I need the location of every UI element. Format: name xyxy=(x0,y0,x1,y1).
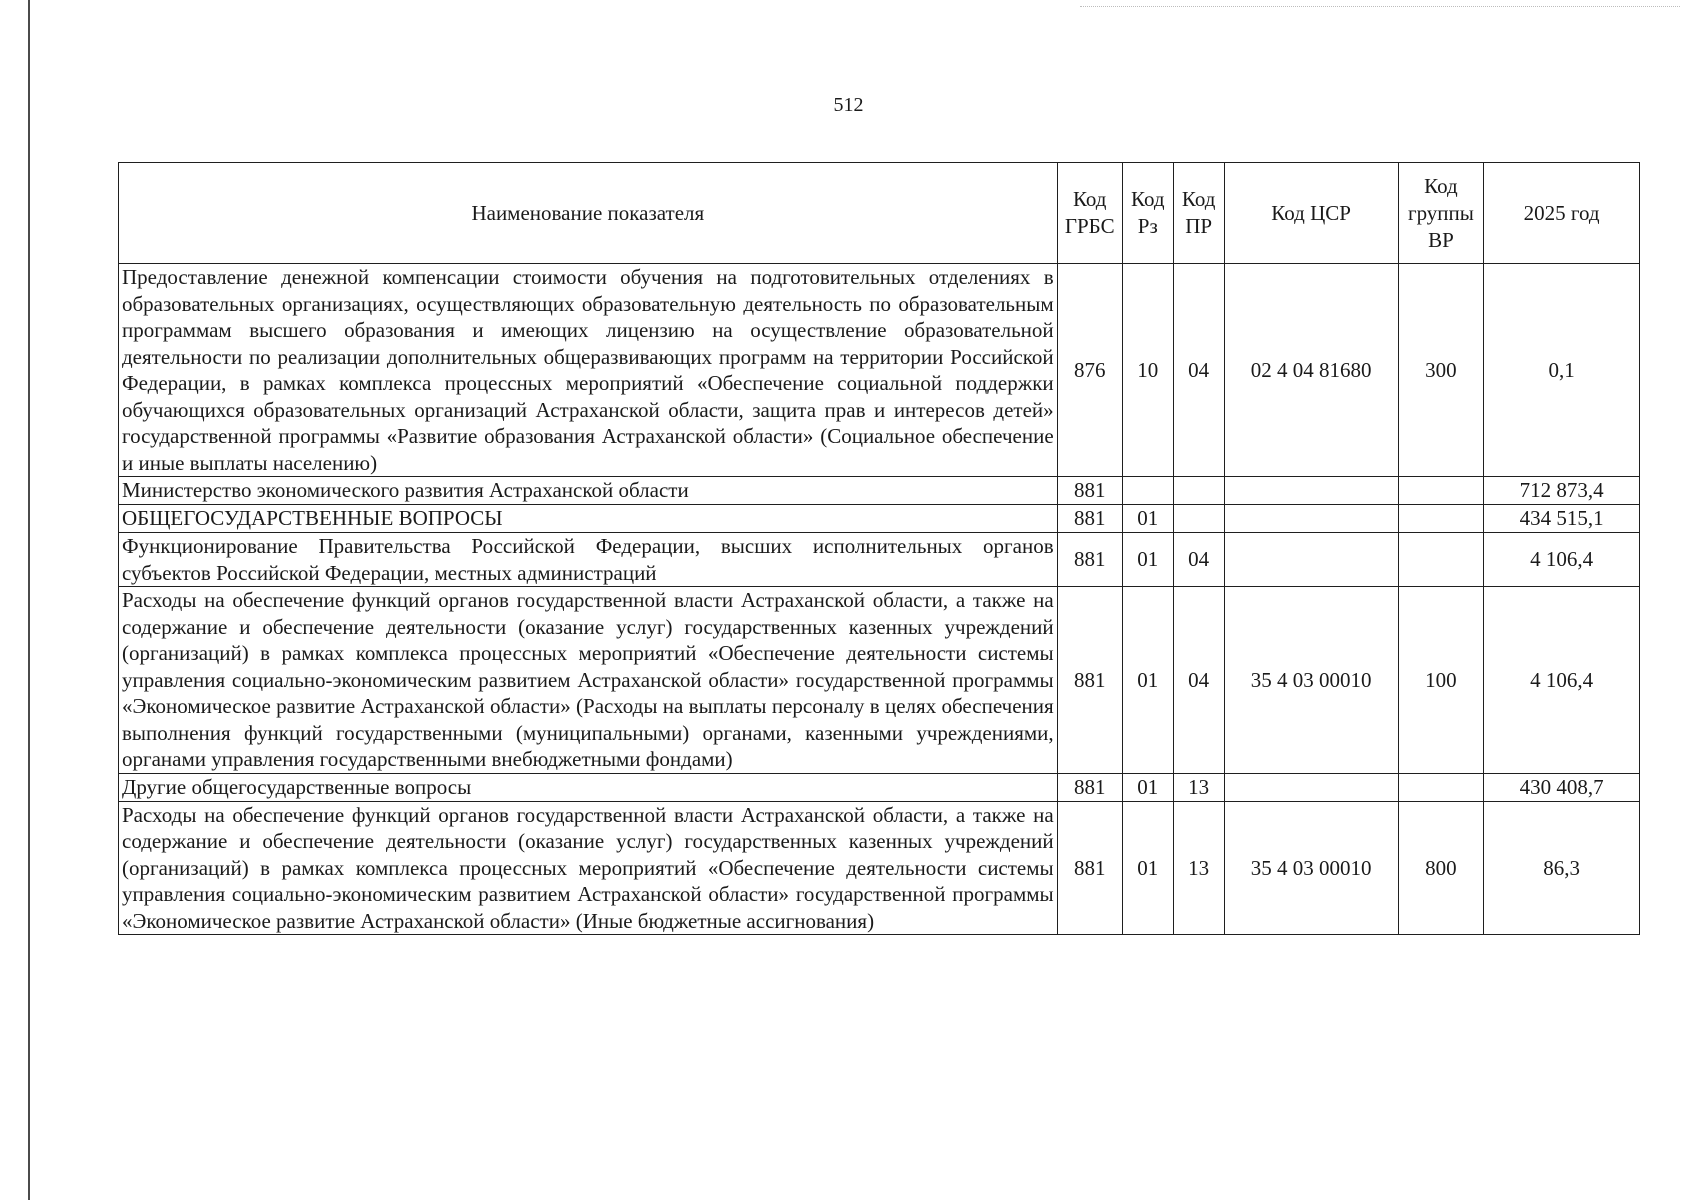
row-csr: 35 4 03 00010 xyxy=(1224,587,1398,774)
row-vr xyxy=(1398,533,1484,587)
row-vr: 100 xyxy=(1398,587,1484,774)
row-grbs: 881 xyxy=(1057,477,1122,505)
row-name: Министерство экономического развития Астраханской области xyxy=(119,477,1058,505)
row-vr xyxy=(1398,477,1484,505)
row-pr: 04 xyxy=(1173,533,1224,587)
row-name: Расходы на обеспечение функций органов государственной власти Астраханской области, а также на содержание и обеспечение деятельности (оказание услуг) государственных казенных учреждений (организаций) в рамках комплекса процессных мероприятий «Обеспечение деятельности системы управления социально-экономическим развитием Астраханской области» государственной программы «Экономическое развитие Астраханской области» (Иные бюджетные ассигнования) xyxy=(119,801,1058,935)
header-grbs: Код ГРБС xyxy=(1057,163,1122,264)
row-csr xyxy=(1224,773,1398,801)
row-name: Другие общегосударственные вопросы xyxy=(119,773,1058,801)
row-grbs: 881 xyxy=(1057,587,1122,774)
row-vr xyxy=(1398,773,1484,801)
row-rz: 01 xyxy=(1122,587,1173,774)
row-pr xyxy=(1173,477,1224,505)
header-rz: Код Рз xyxy=(1122,163,1173,264)
table-row xyxy=(119,477,1640,505)
row-amount: 434 515,1 xyxy=(1484,505,1640,533)
row-vr xyxy=(1398,505,1484,533)
row-rz: 01 xyxy=(1122,533,1173,587)
row-name: ОБЩЕГОСУДАРСТВЕННЫЕ ВОПРОСЫ xyxy=(119,505,1058,533)
header-name: Наименование показателя xyxy=(119,163,1058,264)
table-row xyxy=(119,264,1640,477)
row-grbs: 881 xyxy=(1057,773,1122,801)
row-csr xyxy=(1224,533,1398,587)
scan-left-edge-line xyxy=(28,0,30,1200)
row-grbs: 881 xyxy=(1057,533,1122,587)
row-grbs: 876 xyxy=(1057,264,1122,477)
row-vr: 300 xyxy=(1398,264,1484,477)
row-pr: 04 xyxy=(1173,587,1224,774)
row-rz: 01 xyxy=(1122,505,1173,533)
row-amount: 4 106,4 xyxy=(1484,587,1640,774)
table-row xyxy=(119,801,1640,935)
scan-top-dotted-line xyxy=(1080,6,1680,7)
row-amount: 4 106,4 xyxy=(1484,533,1640,587)
table-header-row xyxy=(119,163,1640,264)
row-amount: 86,3 xyxy=(1484,801,1640,935)
row-name: Расходы на обеспечение функций органов государственной власти Астраханской области, а также на содержание и обеспечение деятельности (оказание услуг) государственных казенных учреждений (организаций) в рамках комплекса процессных мероприятий «Обеспечение деятельности системы управления социально-экономическим развитием Астраханской области» государственной программы «Экономическое развитие Астраханской области» (Расходы на выплаты персоналу в целях обеспечения выполнения функций государственными (муниципальными) органами, казенными учреждениями, органами управления государственными внебюджетными фондами) xyxy=(119,587,1058,774)
header-vr: Код группы ВР xyxy=(1398,163,1484,264)
row-pr: 13 xyxy=(1173,773,1224,801)
row-rz: 01 xyxy=(1122,801,1173,935)
row-amount: 430 408,7 xyxy=(1484,773,1640,801)
row-rz: 10 xyxy=(1122,264,1173,477)
header-year: 2025 год xyxy=(1484,163,1640,264)
row-amount: 712 873,4 xyxy=(1484,477,1640,505)
row-vr: 800 xyxy=(1398,801,1484,935)
row-csr: 02 4 04 81680 xyxy=(1224,264,1398,477)
page-number: 512 xyxy=(833,94,864,116)
row-name: Предоставление денежной компенсации стоимости обучения на подготовительных отделениях в образовательных организациях, осуществляющих образовательную деятельность по образовательным программам высшего образования и имеющих лицензию на осуществление образовательной деятельности по реализации дополнительных общеразвивающих программ на территории Российской Федерации, в рамках комплекса процессных мероприятий «Обеспечение социальной поддержки обучающихся образовательных организаций Астраханской области, защита прав и интересов детей» государственной программы «Развитие образования Астраханской области» (Социальное обеспечение и иные выплаты населению) xyxy=(119,264,1058,477)
row-grbs: 881 xyxy=(1057,505,1122,533)
row-amount: 0,1 xyxy=(1484,264,1640,477)
row-pr: 04 xyxy=(1173,264,1224,477)
row-csr xyxy=(1224,477,1398,505)
table-row xyxy=(119,773,1640,801)
table-row xyxy=(119,587,1640,774)
row-rz xyxy=(1122,477,1173,505)
table-row xyxy=(119,505,1640,533)
row-csr xyxy=(1224,505,1398,533)
table-row xyxy=(119,533,1640,587)
row-name: Функционирование Правительства Российской Федерации, высших исполнительных органов субъектов Российской Федерации, местных администраций xyxy=(119,533,1058,587)
row-pr: 13 xyxy=(1173,801,1224,935)
header-csr: Код ЦСР xyxy=(1224,163,1398,264)
row-csr: 35 4 03 00010 xyxy=(1224,801,1398,935)
row-grbs: 881 xyxy=(1057,801,1122,935)
row-rz: 01 xyxy=(1122,773,1173,801)
header-pr: Код ПР xyxy=(1173,163,1224,264)
row-pr xyxy=(1173,505,1224,533)
budget-table xyxy=(118,162,1640,935)
